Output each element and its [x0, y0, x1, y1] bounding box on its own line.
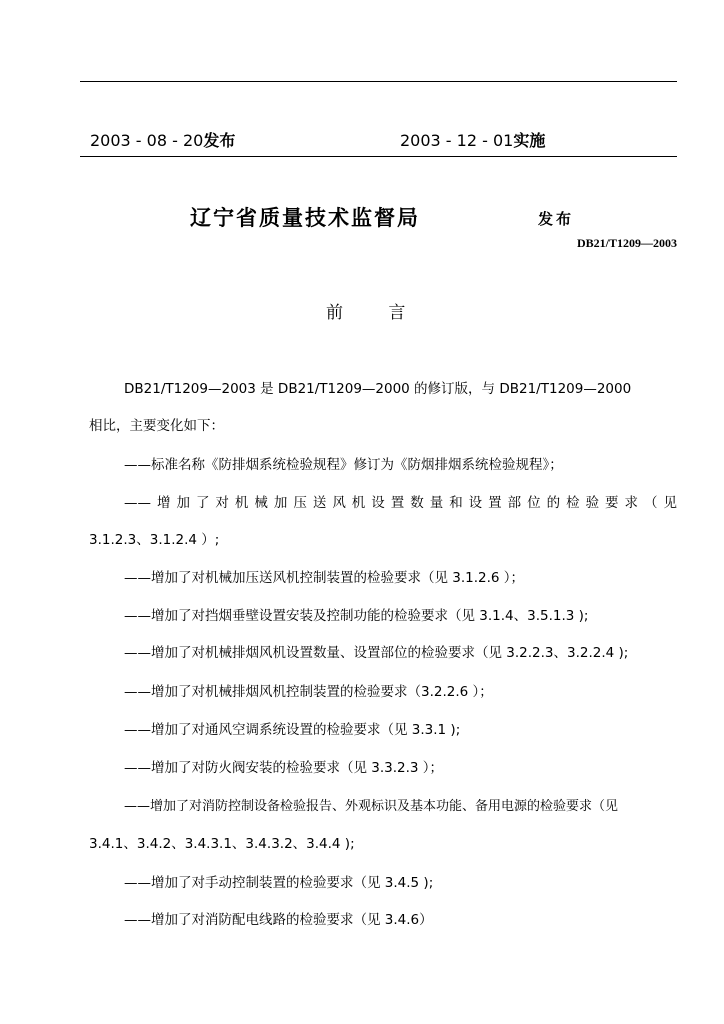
date-rule: [80, 156, 677, 157]
preface-line: ——增加了对消防控制设备检验报告、外观标识及基本功能、备用电源的检验要求（见: [124, 799, 619, 814]
preface-line: ——增加了对手动控制装置的检验要求（见 3.4.5 );: [124, 875, 434, 891]
issuer-publish-label: 发布: [538, 210, 575, 228]
implement-date-value: 2003 - 12 - 01: [400, 131, 514, 150]
top-rule: [80, 81, 677, 82]
preface-line: DB21/T1209—2003 是 DB21/T1209—2000 的修订版，与 DB21/T1209—2000: [124, 381, 632, 397]
preface-line: 3.4.1、3.4.2、3.4.3.1、3.4.3.2、3.4.4 );: [89, 836, 355, 852]
preface-line: ——增加了对挡烟垂壁设置安装及控制功能的检验要求（见 3.1.4、3.5.1.3 );: [124, 608, 589, 624]
preface-line: ——增加了对机械排烟风机控制装置的检验要求（3.2.2.6 ）；: [124, 684, 493, 700]
publish-date-value: 2003 - 08 - 20: [90, 131, 204, 150]
publish-label: 发布: [203, 131, 236, 150]
publish-date: [90, 128, 235, 151]
issuer-name: 辽宁省质量技术监督局: [190, 206, 420, 230]
preface-title: 前 言: [326, 303, 426, 323]
preface-line: ——增加了对机械排烟风机设置数量、设置部位的检验要求（见 3.2.2.3、3.2.2.4 );: [124, 645, 629, 661]
implement-label: 实施: [513, 131, 546, 150]
preface-line: ——标准名称《防排烟系统检验规程》修订为《防烟排烟系统检验规程》；: [124, 457, 563, 473]
preface-line: 相比，主要变化如下：: [89, 418, 224, 434]
document-number: DB21/T1209—2003: [576, 236, 677, 250]
preface-line: ——增加了对通风空调系统设置的检验要求（见 3.3.1 );: [124, 722, 461, 738]
preface-line: 3.1.2.3、3.1.2.4 ）;: [89, 532, 220, 548]
preface-line: ——增加了对机械加压送风机设置数量和设置部位的检验要求（见: [124, 495, 677, 511]
preface-line: ——增加了对机械加压送风机控制装置的检验要求（见 3.1.2.6 ）；: [124, 570, 525, 586]
preface-line: ——增加了对消防配电线路的检验要求（见 3.4.6）: [124, 912, 433, 928]
preface-line: ——增加了对防火阀安装的检验要求（见 3.3.2.3 ）；: [124, 760, 444, 776]
implement-date: [400, 128, 545, 151]
